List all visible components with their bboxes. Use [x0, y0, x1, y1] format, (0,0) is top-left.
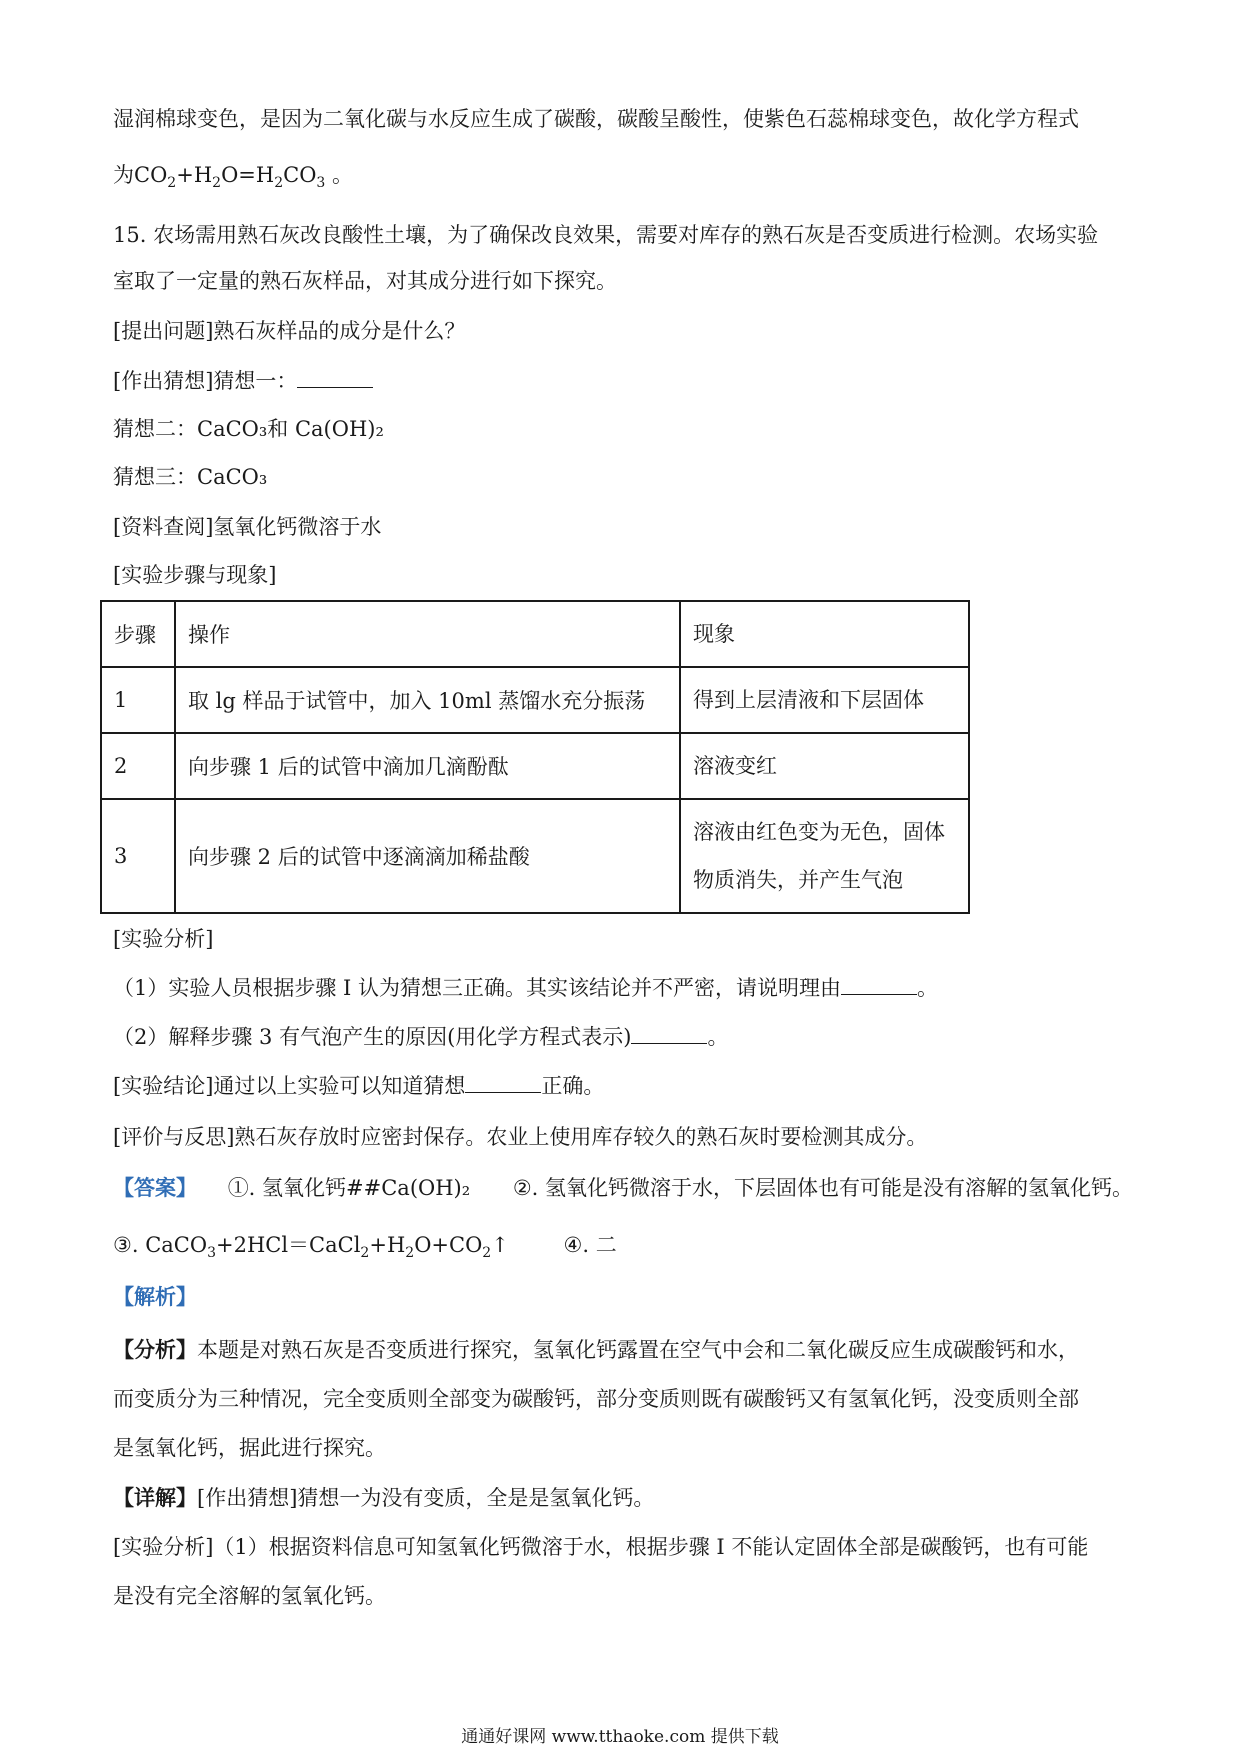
q15-guess-2: 猜想二：CaCO₃和 Ca(OH)₂: [113, 417, 384, 441]
explain-analysis-1: 【分析】本题是对熟石灰是否变质进行探究，氢氧化钙露置在空气中会和二氧化碳反应生成碳酸钙和水，: [113, 1337, 1079, 1362]
analysis-conclusion: [实验结论]通过以上实验可以知道猜想 正确。: [113, 1074, 605, 1098]
analysis-q1: （1）实验人员根据步骤 I 认为猜想三正确。其实该结论并不严密，请说明理由 。: [113, 976, 939, 1000]
q15-info: [资料查阅]氢氧化钙微溶于水: [113, 515, 382, 539]
answer-label: 【答案】: [113, 1175, 197, 1200]
answer-1: ①. 氢氧化钙##Ca(OH)₂: [227, 1176, 471, 1200]
answer-blank: [297, 369, 373, 388]
table-cell: 得到上层清液和下层固体: [680, 667, 969, 733]
explain-detail-2: [实验分析]（1）根据资料信息可知氢氧化钙微溶于水，根据步骤 I 不能认定固体全部是碳酸钙，也有可能: [113, 1535, 1089, 1559]
answer-4: ④. 二: [563, 1233, 617, 1257]
table-cell: 向步骤 2 后的试管中逐滴滴加稀盐酸: [175, 799, 680, 913]
table-cell: 向步骤 1 后的试管中滴加几滴酚酞: [175, 733, 680, 799]
answer-line: [113, 1173, 1133, 1203]
analysis-q2: （2）解释步骤 3 有气泡产生的原因(用化学方程式表示) 。: [113, 1025, 729, 1049]
table-cell: 1: [101, 667, 175, 733]
page-footer: 通通好课网 www.tthaoke.com 提供下载: [461, 1727, 779, 1747]
intro-line-1: 湿润棉球变色，是因为二氧化碳与水反应生成了碳酸，碳酸呈酸性，使紫色石蕊棉球变色，故化学方程式: [113, 107, 1079, 131]
table-header-row: [101, 601, 969, 667]
table-header-cell: 步骤: [101, 601, 175, 667]
table-cell: 溶液变红: [680, 733, 969, 799]
table-row: [101, 733, 969, 799]
explain-analysis-2: 而变质分为三种情况，完全变质则全部变为碳酸钙，部分变质则既有碳酸钙又有氢氧化钙，没变质则全部: [113, 1387, 1079, 1411]
answer-2: ②. 氢氧化钙微溶于水，下层固体也有可能是没有溶解的氢氧化钙。: [512, 1176, 1134, 1200]
answer-blank: [465, 1074, 541, 1093]
answer-3: ③. $CaCO_3+2HCl=CaCl_2+H_2O+CO_2↑$: [113, 1233, 509, 1261]
table-header-cell: 现象: [680, 601, 969, 667]
q15-line-1: 15. 农场需用熟石灰改良酸性土壤，为了确保改良效果，需要对库存的熟石灰是否变质进行检测。农场实验: [113, 223, 1099, 247]
q15-steps-title: [实验步骤与现象]: [113, 563, 277, 587]
intro-equation: 为$CO_2+H_2O=H_2CO_3$ 。: [113, 163, 354, 191]
table-cell: 3: [101, 799, 175, 913]
explain-label: 【解析】: [113, 1284, 197, 1309]
explain-detail-3: 是没有完全溶解的氢氧化钙。: [113, 1584, 386, 1608]
table-row: [101, 799, 969, 913]
explain-analysis-3: 是氢氧化钙，据此进行探究。: [113, 1436, 386, 1460]
q15-line-2: 室取了一定量的熟石灰样品，对其成分进行如下探究。: [113, 269, 617, 293]
q15-question: [提出问题]熟石灰样品的成分是什么？: [113, 319, 466, 343]
analysis-reflection: [评价与反思]熟石灰存放时应密封保存。农业上使用库存较久的熟石灰时要检测其成分。: [113, 1125, 928, 1149]
answer-blank: [631, 1025, 707, 1044]
table-header-cell: 操作: [175, 601, 680, 667]
experiment-table: [100, 600, 970, 914]
q15-guess-3: 猜想三：CaCO₃: [113, 465, 268, 489]
table-cell: 溶液由红色变为无色，固体物质消失，并产生气泡: [680, 799, 969, 913]
answer-blank: [841, 976, 917, 995]
explain-detail-1: 【详解】[作出猜想]猜想一为没有变质，全是是氢氧化钙。: [113, 1485, 655, 1510]
q15-guess-1: [作出猜想]猜想一：: [113, 366, 373, 396]
answer-line-2: [113, 1230, 617, 1260]
table-cell: 2: [101, 733, 175, 799]
analysis-title: [实验分析]: [113, 927, 214, 951]
table-cell: 取 lg 样品于试管中，加入 10ml 蒸馏水充分振荡: [175, 667, 680, 733]
table-row: [101, 667, 969, 733]
